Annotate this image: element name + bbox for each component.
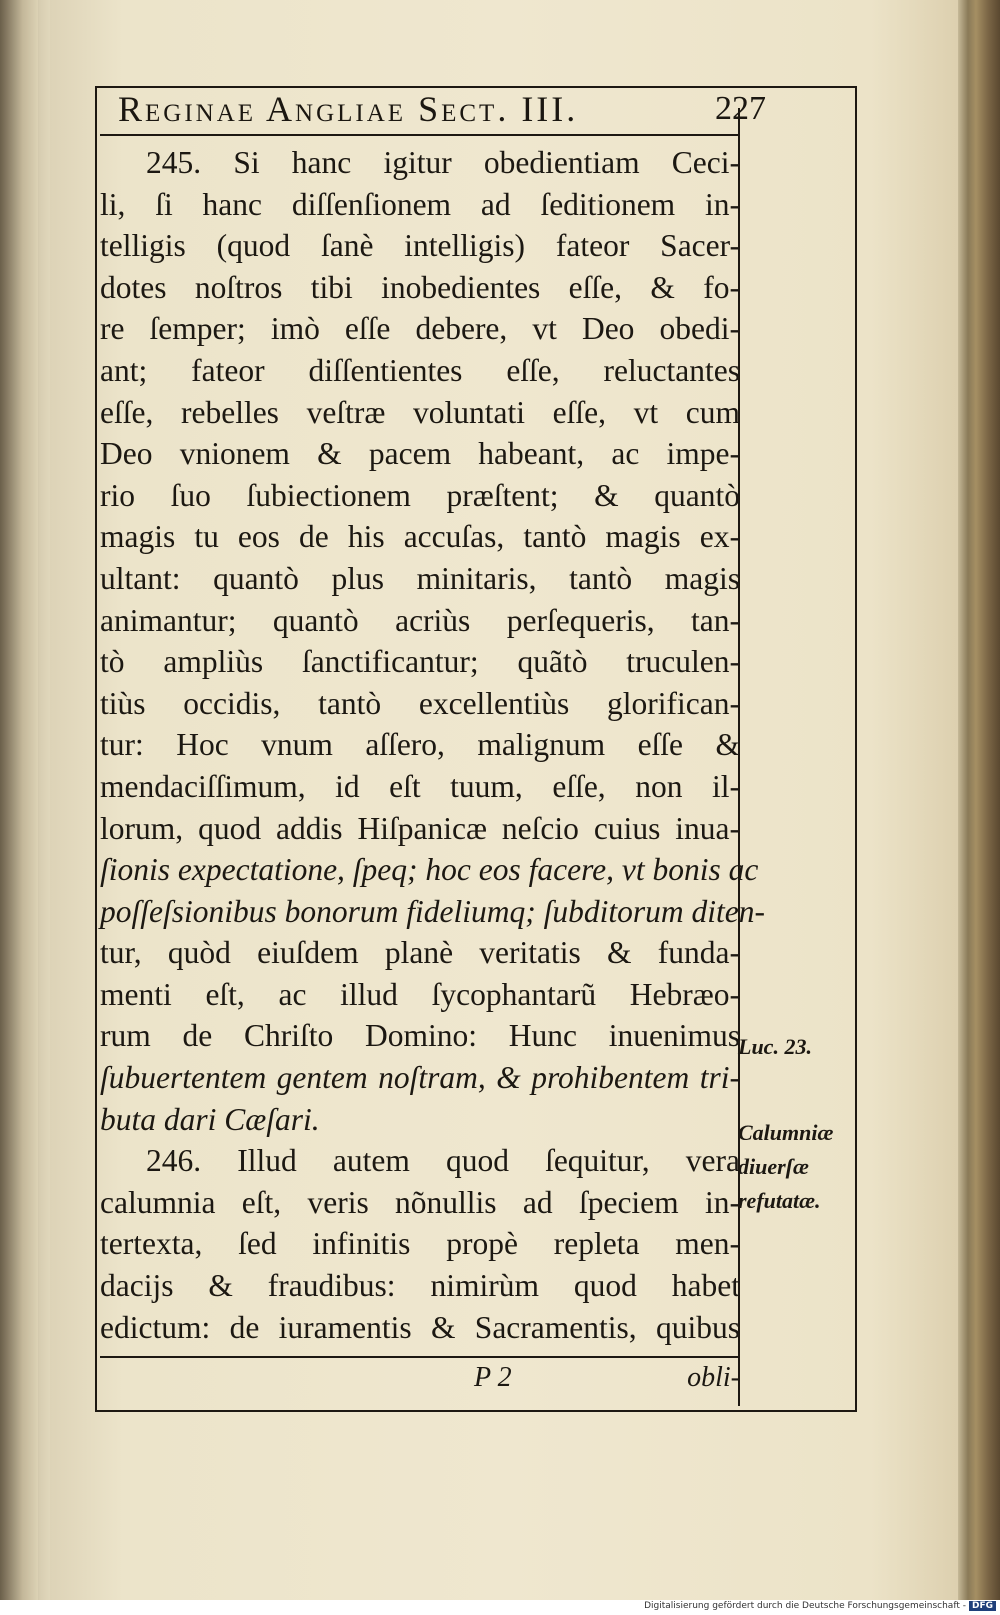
text-line: telligis (quod ſanè intelligis) fateor Sacer- bbox=[100, 228, 740, 264]
text-line: tur: Hoc vnum aſſero, malignum eſſe & bbox=[100, 727, 740, 763]
text-line: edictum: de iuramentis & Sacramentis, quibus bbox=[100, 1309, 740, 1345]
text-line: lorum, quod addis Hiſpanicæ neſcio cuius inua- bbox=[100, 810, 740, 846]
header-rule bbox=[100, 134, 740, 136]
dfg-logo: DFG bbox=[969, 1601, 996, 1611]
margin-note-calumniae: Calumniæ bbox=[738, 1120, 834, 1145]
text-line: ultant: quantò plus minitaris, tantò magis bbox=[100, 560, 740, 596]
text-line: li, ſi hanc diſſenſionem ad ſeditionem in- bbox=[100, 186, 740, 222]
book-edge bbox=[958, 0, 1000, 1600]
credit-bar bbox=[0, 1600, 1000, 1615]
text-line-italic: buta dari Cæſari. bbox=[100, 1101, 320, 1137]
signature-mark: P 2 bbox=[474, 1362, 512, 1393]
text-line: ant; fateor diſſentientes eſſe, reluctantes bbox=[100, 352, 740, 388]
text-line: Deo vnionem & pacem habeant, ac impe- bbox=[100, 436, 740, 472]
text-line: menti eſt, ac illud ſycophantarũ Hebræo- bbox=[100, 976, 740, 1012]
text-line: tò ampliùs ſanctificantur; quãtò truculen- bbox=[100, 644, 740, 680]
running-header bbox=[110, 88, 766, 134]
catchword: obli- bbox=[687, 1362, 740, 1393]
text-line: animantur; quantò acriùs perſequeris, tan- bbox=[100, 602, 740, 638]
margin-note-diuersae: diuerſæ bbox=[738, 1154, 809, 1179]
text-line: tiùs occidis, tantò excellentiùs glorifican- bbox=[100, 685, 740, 721]
text-line: tur, quòd eiuſdem planè veritatis & funda- bbox=[100, 935, 740, 971]
running-title: Reginae Angliae Sect. III. bbox=[118, 89, 579, 129]
text-line-italic: poſſeſsionibus bonorum fideliumq; ſubditorum diten- bbox=[100, 893, 765, 929]
text-line-italic: ſubuertentem gentem noſtram, & prohibentem tri- bbox=[100, 1060, 740, 1096]
text-line: re ſemper; imò eſſe debere, vt Deo obedi- bbox=[100, 311, 740, 347]
text-line: calumnia eſt, veris nõnullis ad ſpeciem in- bbox=[100, 1184, 740, 1220]
credit-text: Digitalisierung gefördert durch die Deutsche Forschungsgemeinschaft - bbox=[644, 1601, 966, 1611]
footer-rule bbox=[100, 1356, 740, 1358]
text-line: rio ſuo ſubiectionem præſtent; & quantò bbox=[100, 477, 740, 513]
body-text bbox=[100, 142, 765, 1348]
text-line: rum de Chriſto Domino: Hunc inuenimus bbox=[100, 1018, 740, 1054]
margin-note-luke: Luc. 23. bbox=[738, 1034, 812, 1059]
credit-line bbox=[644, 1601, 996, 1611]
text-line: magis tu eos de his accuſas, tantò magis ex- bbox=[100, 519, 740, 555]
margin-note-refutatae: refutatæ. bbox=[738, 1188, 821, 1213]
text-line: tertexta, ſed infinitis propè repleta men- bbox=[100, 1226, 740, 1262]
text-line: 245. Si hanc igitur obedientiam Ceci- bbox=[146, 145, 740, 180]
text-line: mendaciſſimum, id eſt tuum, eſſe, non il- bbox=[100, 768, 740, 804]
page-footer bbox=[100, 1362, 740, 1404]
facing-page-edge bbox=[0, 0, 38, 1600]
text-line: dotes noſtros tibi inobedientes eſſe, & fo- bbox=[100, 269, 740, 305]
text-line-italic: ſionis expectatione, ſpeq; hoc eos facere, vt bonis ac bbox=[100, 852, 759, 888]
text-line: eſſe, rebelles veſtræ voluntati eſſe, vt cum bbox=[100, 394, 740, 430]
page-number: 227 bbox=[715, 90, 766, 127]
text-line: 246. Illud autem quod ſequitur, vera bbox=[146, 1143, 740, 1179]
text-line: dacijs & fraudibus: nimirùm quod habet bbox=[100, 1268, 740, 1304]
